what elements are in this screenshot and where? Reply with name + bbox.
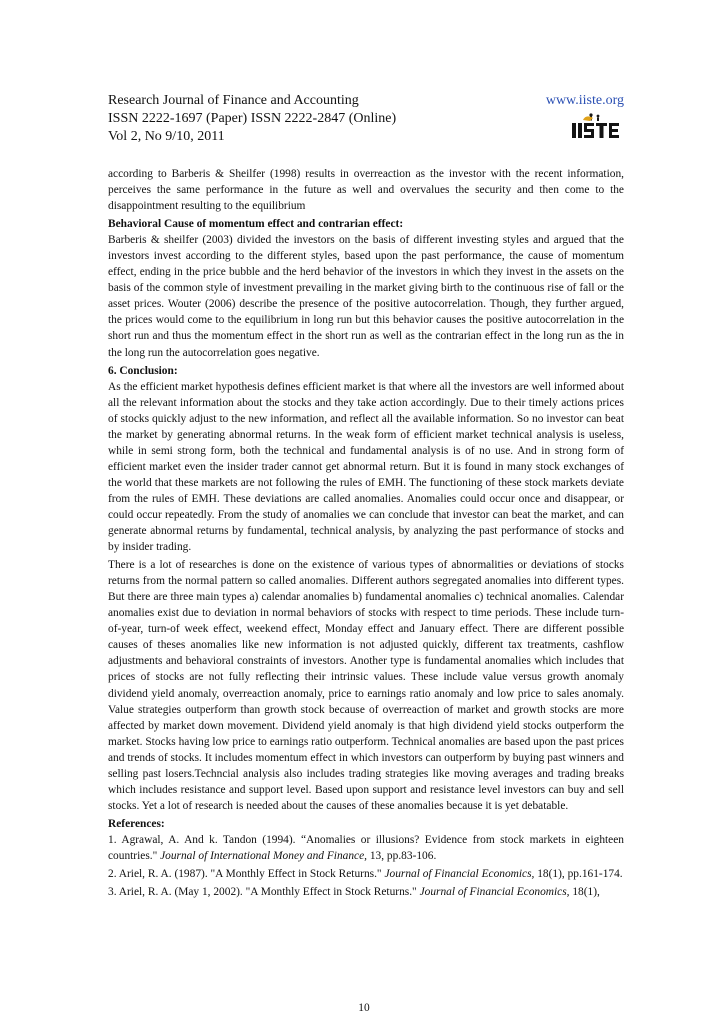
article-body [108,166,624,902]
page-number: 10 [358,1002,370,1014]
paragraph-continued: according to Barberis & Sheilfer (1998) results in overreaction as the investor with the recent information, perceives the same performance in the future as well and overvalues the security and then come to the disappointment resulting to the equilibrium [108,168,624,213]
section-heading-conclusion: 6. Conclusion: [108,364,178,377]
paragraph-behavioral-cause: Barberis & sheilfer (2003) divided the investors on the basis of different investing styles and argued that the investors invest according to the different styles, based upon the past performance, the cause of momentum effect, ending in the price bubble and the herd behavior of the investors in which they invest in the assets on the basis of the common style of investment prevailing in the market giving birth to the continuous rise of fall or the asset prices. Wouter (2006) describe the presence of the positive autocorrelation. Though, they further argued, the prices would come to the equilibrium in long run but this behavior causes the positive autocorrelation in the short run and thus the momentum effect in the short run as well as the contrarian effect in the long run as the in the long run the autocorrelation goes negative. [108,234,624,359]
paragraph-conclusion-1: As the efficient market hypothesis defines efficient market is that where all the investors are well informed about all the relevant information about the stocks and they take action accordingly. Due to their timely actions prices of stocks quickly adjust to the new information, and reflect all the available information. So no investor can beat the market by generating abnormal returns. In the weak form of efficient market technical analysis is useless, while in semi strong form, both the technical and fundamental analysis is of no use. And in strong form of efficient market even the insider trader cannot get abnormal return. But it is found in many stock exchanges of the world that these markets are not following the rules of EMH. The functioning of these stock markets deviate from the rules of EMH. These deviations are called anomalies. Anomalies could occur once and disappear, or could occur repeatedly. From the study of anomalies we can conclude that investor can beat the market, and can generate abnormal returns by fundamental, technical analysis, by analyzing the past performance of stocks and by insider trading. [108,380,624,554]
journal-title: Research Journal of Finance and Accounting [108,93,359,108]
volume-line: Vol 2, No 9/10, 2011 [108,129,225,144]
paragraph-conclusion-2: There is a lot of researches is done on the existence of various types of abnormalities or deviations of stocks returns from the normal pattern so called anomalies. Different authors segregated anomalies into different types. But there are three main types a) calendar anomalies b) fundamental anomalies c) technical anomalies. Calendar anomalies exist due to deviation in normal behaviors of stocks with respect to time periods. These include turn-of-year, turn-of week effect, weekend effect, Monday effect and January effect. There are different possible causes of theses anomalies like new information is not adjusted quickly, different tax treatments, cashflow adjustments and behavioral constraints of investors. Another type is fundamental anomalies which includes that prices of stocks are not fully reflecting their intrinsic values. These include value versus growth anomaly dividend yield anomaly, overreaction anomaly, price to earnings ratio anomaly and low price to sales anomaly. Value strategies outperform than growth stock because of overreaction of market and growth stocks are more affected by market down movement. Dividend yield anomaly is that high dividend yield stocks outperform the market. Stocks having low price to earnings ratio outperform. Technical anomalies are based upon the past prices and trends of stocks. It includes momentum effect in which investors can outperform by buying past winners and selling past losers.Techncial analysis also includes trading strategies like moving averages and trading breaks which includes resistance and support level. Based upon support and resistance level investors can buy and sell stocks. Yet a lot of research is needed about the causes of these anomalies because it is yet debatable. [108,559,624,812]
issn-line: ISSN 2222-1697 (Paper) ISSN 2222-2847 (Online) [108,111,397,126]
iiste-logo [568,112,622,142]
running-header [108,92,624,146]
reference-item: 3. Ariel, R. A. (May 1, 2002). "A Monthly Effect in Stock Returns." Journal of Financial Economics, 18(1), [108,886,600,899]
reference-item: 2. Ariel, R. A. (1987). "A Monthly Effect in Stock Returns." Journal of Financial Economics, 18(1), pp.161-174. [108,868,623,881]
section-heading-references: References: [108,817,165,830]
journal-url[interactable]: www.iiste.org [545,93,624,108]
reference-item: 1. Agrawal, A. And k. Tandon (1994). “Anomalies or illusions? Evidence from stock markets in eighteen countries." Journal of International Money and Finance, 13, pp.83-106. [108,833,624,862]
section-heading-behavioral-cause: Behavioral Cause of momentum effect and contrarian effect: [108,218,404,231]
